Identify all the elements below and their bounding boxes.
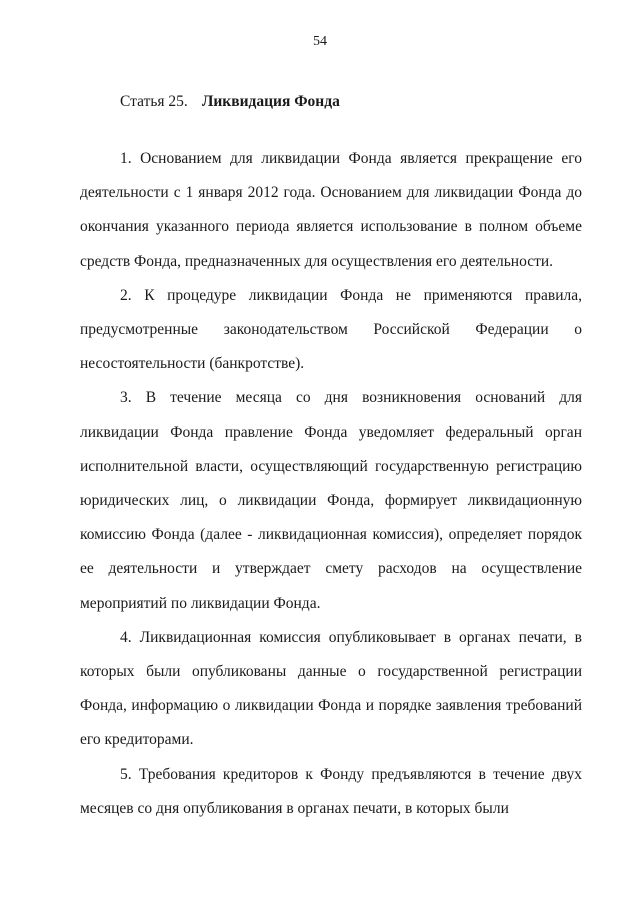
paragraph-2: 2. К процедуре ликвидации Фонда не применяются правила, предусмотренные законодательством Российской Федерации о несостоятельности (банкротстве). (80, 286, 582, 373)
article-title: Ликвидация Фонда (201, 93, 340, 110)
article-heading (120, 93, 340, 111)
paragraph-4: 4. Ликвидационная комиссия опубликовывает в органах печати, в которых были опубликованы данные о государственной регистрации Фонда, информацию о ликвидации Фонда и порядке заявления требований его кредиторами. (80, 628, 582, 749)
paragraph-5: 5. Требования кредиторов к Фонду предъявляются в течение двух месяцев со дня опубликования в органах печати, в которых были (80, 765, 582, 817)
article-number: Статья 25. (120, 93, 188, 110)
paragraph-1: 1. Основанием для ликвидации Фонда является прекращение его деятельности с 1 января 2012 года. Основанием для ликвидации Фонда до окончания указанного периода является использование в полном объеме средств Фонда, предназначенных для осуществления его деятельности. (80, 150, 582, 270)
page-number: 54 (313, 34, 327, 49)
paragraph-3: 3. В течение месяца со дня возникновения оснований для ликвидации Фонда правление Фонда уведомляет федеральный орган исполнительной власти, осуществляющий государственную регистрацию юридических лиц, о ликвидации Фонда, формирует ликвидационную комиссию Фонда (далее - ликвидационная комиссия), определяет порядок ее деятельности и утверждает смету расходов на осуществление мероприятий по ликвидации Фонда. (80, 389, 582, 612)
article-body (80, 142, 582, 826)
